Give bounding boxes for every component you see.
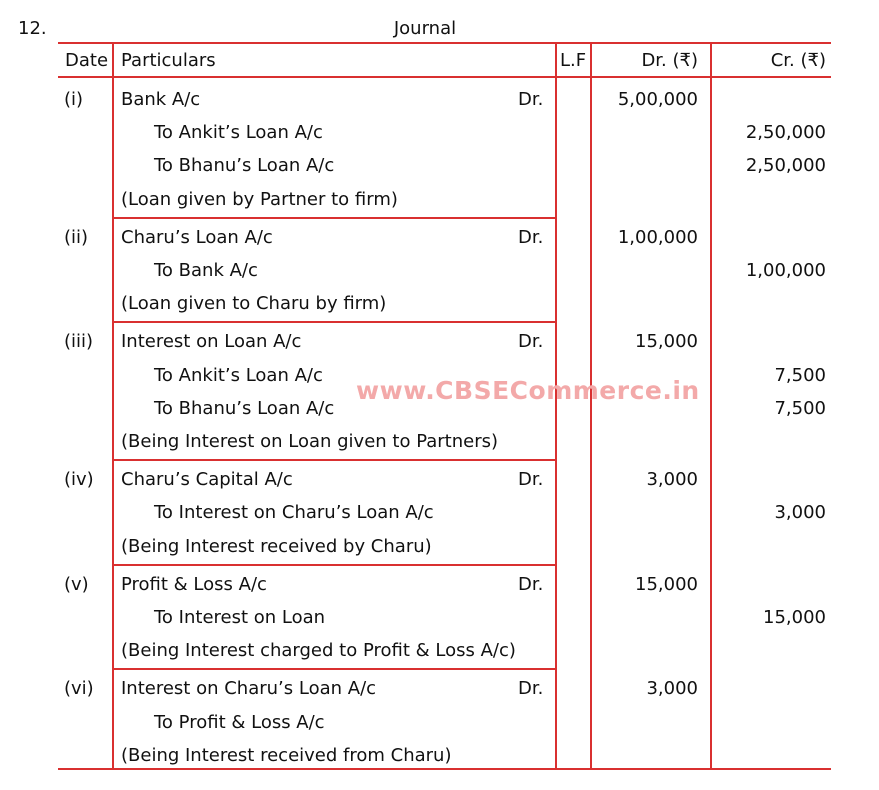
debit-amount: 15,000	[635, 331, 698, 353]
debit-mark: Dr.	[518, 573, 544, 595]
journal-row	[58, 633, 831, 666]
journal-row	[58, 600, 831, 633]
entry-date: (iv)	[64, 469, 94, 491]
header-particulars: Particulars	[121, 50, 216, 71]
journal-row	[58, 567, 831, 600]
credit-amount: 3,000	[774, 502, 826, 524]
debit-amount: 3,000	[646, 678, 698, 700]
credit-amount: 15,000	[763, 607, 826, 628]
watermark: www.CBSECommerce.in	[356, 376, 700, 405]
debit-mark: Dr.	[518, 678, 544, 700]
journal-row	[58, 462, 831, 495]
particulars-text: To Bhanu’s Loan A/c	[154, 155, 335, 177]
debit-mark: Dr.	[518, 469, 544, 491]
credit-amount: 2,50,000	[745, 155, 826, 177]
particulars-text: (Being Interest charged to Profit & Loss A/c)	[121, 640, 516, 662]
journal-row	[58, 286, 831, 319]
entry-separator	[112, 668, 555, 670]
debit-amount: 15,000	[635, 573, 698, 595]
journal-row	[58, 529, 831, 562]
journal-row	[58, 424, 831, 457]
particulars-text: To Ankit’s Loan A/c	[154, 122, 323, 144]
header-date: Date	[65, 50, 109, 71]
entry-separator	[112, 321, 555, 323]
particulars-text: (Being Interest received by Charu)	[121, 535, 432, 557]
particulars-text: To Interest on Loan	[154, 607, 326, 628]
journal-row	[58, 82, 831, 115]
credit-amount: 7,500	[774, 397, 826, 419]
journal-row	[58, 220, 831, 253]
credit-amount: 2,50,000	[745, 122, 826, 144]
particulars-text: (Loan given by Partner to firm)	[121, 188, 398, 210]
particulars-text: Charu’s Loan A/c	[121, 226, 273, 248]
entry-separator	[112, 459, 555, 461]
header-bottom-border	[58, 76, 831, 78]
entry-date: (ii)	[64, 226, 89, 248]
entry-separator	[112, 217, 555, 219]
entry-date: (vi)	[64, 678, 94, 700]
journal-row	[58, 253, 831, 286]
journal-row	[58, 671, 831, 704]
journal-title: Journal	[393, 18, 457, 39]
journal-row	[58, 495, 831, 528]
journal-table	[58, 42, 831, 769]
credit-amount: 7,500	[774, 364, 826, 386]
journal-row	[58, 738, 831, 771]
question-number: 12.	[18, 18, 47, 39]
debit-mark: Dr.	[518, 89, 544, 110]
particulars-text: Charu’s Capital A/c	[121, 469, 293, 491]
entry-date: (i)	[64, 89, 84, 110]
particulars-text: To Bank A/c	[154, 260, 258, 281]
particulars-text: To Bhanu’s Loan A/c	[154, 397, 335, 419]
particulars-text: Bank A/c	[121, 89, 201, 110]
particulars-text: (Being Interest on Loan given to Partners)	[121, 431, 499, 452]
particulars-text: To Ankit’s Loan A/c	[154, 364, 323, 386]
particulars-text: Profit & Loss A/c	[121, 573, 267, 595]
particulars-text: Interest on Loan A/c	[121, 331, 302, 353]
debit-mark: Dr.	[518, 331, 544, 353]
header-debit: Dr. (₹)	[641, 50, 698, 71]
journal-row	[58, 705, 831, 738]
journal-row	[58, 182, 831, 215]
header-lf: L.F	[560, 50, 587, 71]
table-top-border	[58, 42, 831, 44]
debit-amount: 5,00,000	[617, 89, 698, 110]
debit-amount: 3,000	[646, 469, 698, 491]
entry-separator	[112, 564, 555, 566]
header-credit: Cr. (₹)	[770, 50, 826, 71]
entry-date: (iii)	[64, 331, 94, 353]
particulars-text: (Being Interest received from Charu)	[121, 744, 452, 766]
debit-amount: 1,00,000	[617, 226, 698, 248]
journal-row	[58, 324, 831, 357]
particulars-text: (Loan given to Charu by firm)	[121, 293, 387, 315]
particulars-text: Interest on Charu’s Loan A/c	[121, 678, 377, 700]
credit-amount: 1,00,000	[745, 260, 826, 281]
entry-date: (v)	[64, 573, 89, 595]
journal-row	[58, 148, 831, 181]
journal-row	[58, 115, 831, 148]
particulars-text: To Interest on Charu’s Loan A/c	[154, 502, 434, 524]
particulars-text: To Profit & Loss A/c	[154, 711, 325, 733]
debit-mark: Dr.	[518, 226, 544, 248]
